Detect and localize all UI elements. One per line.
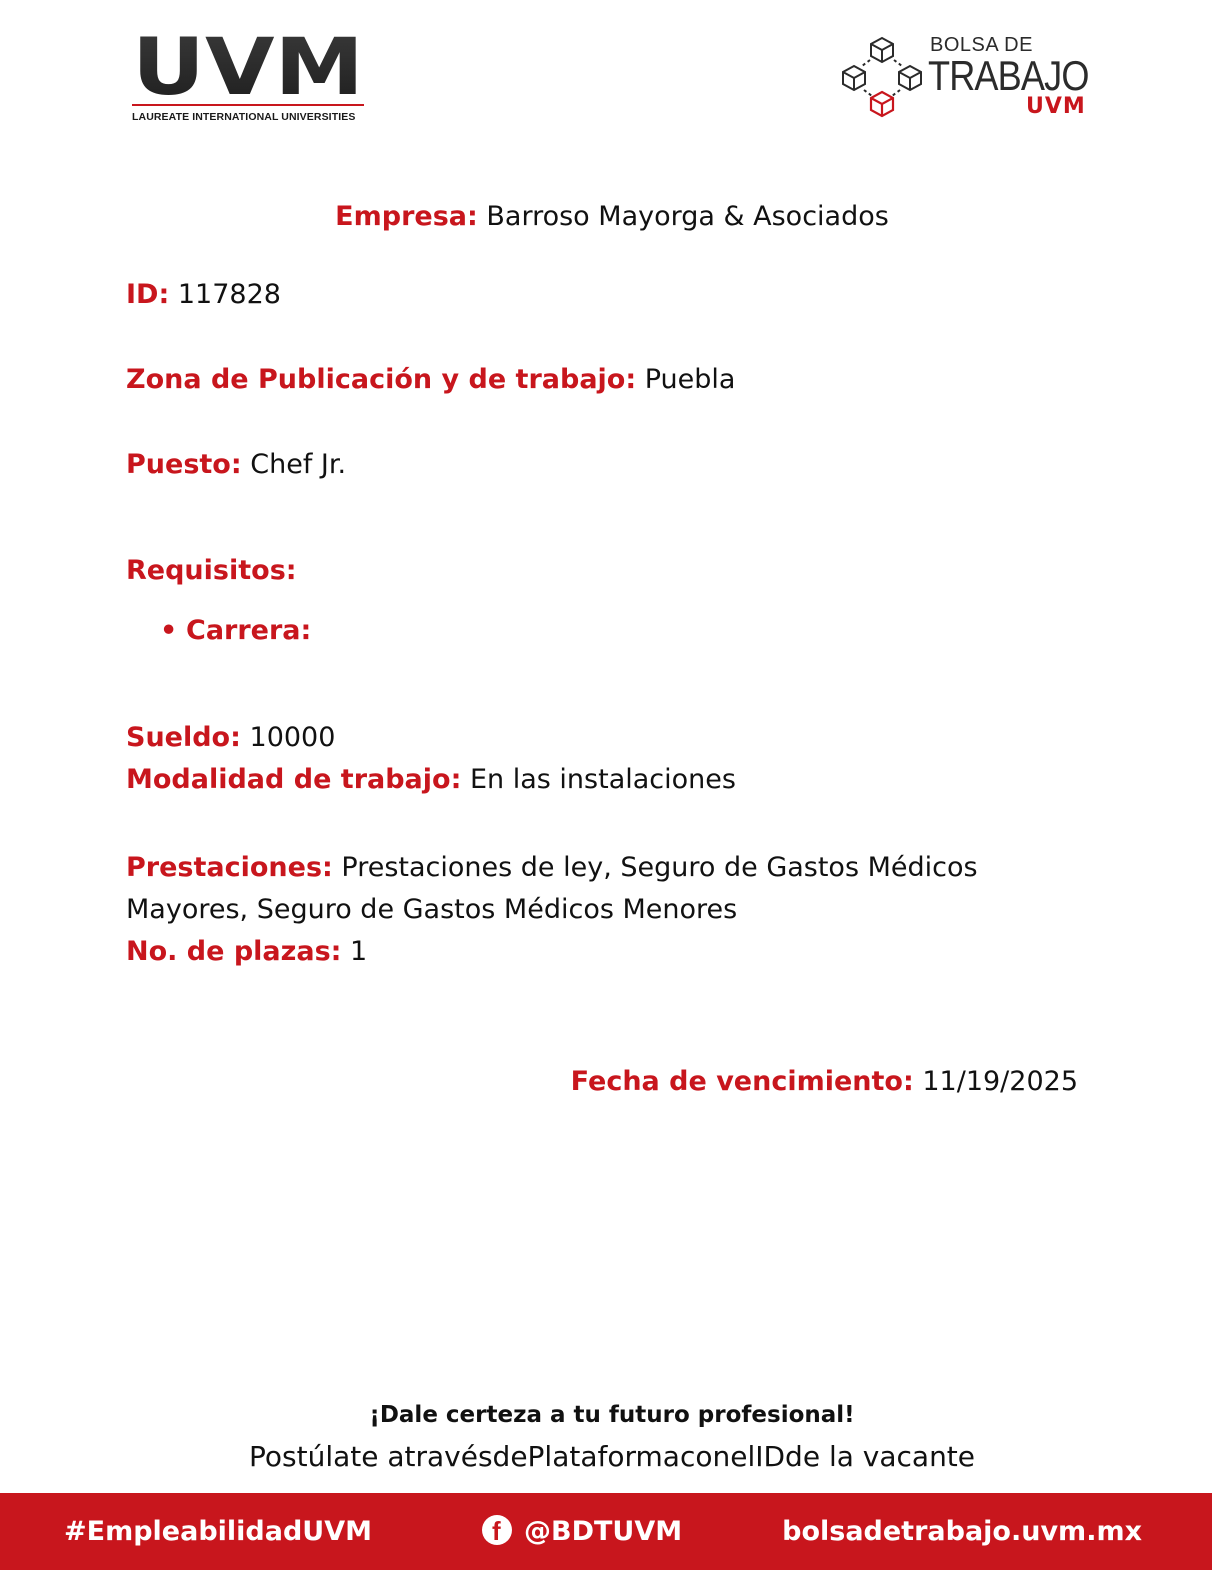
modalidad-value: En las instalaciones: [469, 764, 736, 795]
id-label: ID:: [126, 279, 170, 310]
footer-bar: [0, 1493, 1212, 1570]
empresa-row: [0, 196, 1224, 238]
zona-row: [126, 359, 735, 401]
uvm-logo-rule: [132, 104, 364, 106]
plazas-label: No. de plazas:: [126, 936, 342, 967]
puesto-value: Chef Jr.: [250, 449, 347, 480]
requisitos-row: [126, 550, 297, 592]
puesto-label: Puesto:: [126, 449, 242, 480]
uvm-logo: [132, 32, 366, 132]
fecha-value: 11/19/2025: [922, 1066, 1078, 1097]
prestaciones-label: Prestaciones:: [126, 852, 333, 883]
footer-subline: Postúlate atravésdePlataformaconelIDde la vacante: [248, 1440, 976, 1473]
requisitos-label: Requisitos:: [126, 555, 297, 586]
carrera-bullet: •: [160, 615, 178, 646]
website-link[interactable]: bolsadetrabajo.uvm.mx: [782, 1516, 1142, 1547]
social-handle: @BDTUVM: [524, 1516, 683, 1547]
prestaciones-value: Prestaciones de ley, Seguro de Gastos Médicos Mayores, Seguro de Gastos Médicos Menores: [126, 852, 978, 925]
bolsa-logo-line2: TRABAJO: [928, 52, 1089, 99]
sueldo-row: [126, 717, 335, 759]
sueldo-label: Sueldo:: [126, 722, 241, 753]
id-row: [126, 274, 281, 316]
uvm-wordmark-text: UVM: [132, 32, 364, 102]
sueldo-value: 10000: [249, 722, 336, 753]
bolsa-logo-line1: BOLSA DE: [930, 34, 1033, 56]
bolsa-logo-line3: UVM: [1026, 94, 1086, 119]
bolsa-de-trabajo-logo: [840, 30, 1100, 122]
facebook-icon: [482, 1515, 512, 1545]
social-handle-row[interactable]: [482, 1493, 682, 1570]
hashtag-text: #EmpleabilidadUVM: [64, 1516, 372, 1547]
prestaciones-row: [126, 847, 1086, 931]
zona-label: Zona de Publicación y de trabajo:: [126, 364, 637, 395]
modalidad-label: Modalidad de trabajo:: [126, 764, 462, 795]
carrera-row: [160, 610, 311, 652]
plazas-value: 1: [350, 936, 368, 967]
uvm-tagline: LAUREATE INTERNATIONAL UNIVERSITIES: [132, 111, 356, 123]
id-value: 117828: [177, 279, 281, 310]
footer-headline: ¡Dale certeza a tu futuro profesional!: [369, 1402, 855, 1428]
cubes-network-icon: [840, 30, 930, 120]
carrera-label: Carrera:: [186, 615, 312, 646]
facebook-glyph: f: [492, 1515, 501, 1546]
fecha-label: Fecha de vencimiento:: [570, 1066, 914, 1097]
plazas-row: [126, 931, 367, 973]
modalidad-row: [126, 759, 736, 801]
zona-value: Puebla: [644, 364, 736, 395]
uvm-wordmark: [132, 32, 366, 102]
empresa-label: Empresa:: [335, 201, 478, 232]
puesto-row: [126, 444, 346, 486]
fecha-row: [571, 1061, 1078, 1103]
empresa-value: Barroso Mayorga & Asociados: [486, 201, 889, 232]
